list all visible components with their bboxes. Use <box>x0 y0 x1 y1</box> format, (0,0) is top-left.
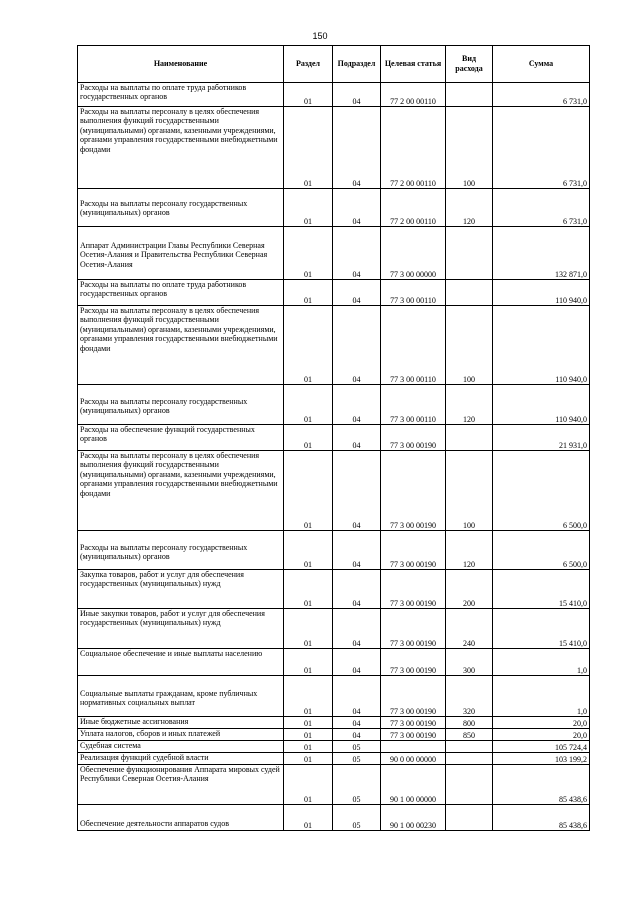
row-name: Расходы на выплаты персоналу в целях обеспечения выполнения функций государственными (муниципальными) органами, казенными учреждениями, органами управления государственными внебюджетными фондами <box>78 306 284 385</box>
row-type: 240 <box>446 609 493 649</box>
row-section: 01 <box>284 531 333 570</box>
row-section: 01 <box>284 729 333 741</box>
page-number: 150 <box>312 31 328 41</box>
row-type: 200 <box>446 570 493 609</box>
row-subsection: 04 <box>333 227 381 280</box>
row-subsection: 04 <box>333 729 381 741</box>
row-target: 77 2 00 00110 <box>381 107 446 189</box>
row-name: Аппарат Администрации Главы Республики Северная Осетия-Алания и Правительства Республики Северная Осетия-Алания <box>78 227 284 280</box>
row-amount: 105 724,4 <box>493 741 590 753</box>
row-subsection: 05 <box>333 765 381 805</box>
row-type: 120 <box>446 385 493 425</box>
row-target: 77 3 00 00110 <box>381 280 446 306</box>
row-target: 77 2 00 00110 <box>381 83 446 107</box>
row-amount: 1,0 <box>493 676 590 717</box>
row-name: Расходы на выплаты по оплате труда работников государственных органов <box>78 83 284 107</box>
row-type <box>446 425 493 451</box>
row-type <box>446 765 493 805</box>
row-subsection: 04 <box>333 649 381 676</box>
row-subsection: 04 <box>333 280 381 306</box>
row-subsection: 04 <box>333 570 381 609</box>
header-expense-type: Вид расхода <box>446 46 493 83</box>
row-amount: 132 871,0 <box>493 227 590 280</box>
row-subsection: 04 <box>333 385 381 425</box>
row-subsection: 04 <box>333 609 381 649</box>
row-amount: 110 940,0 <box>493 385 590 425</box>
row-type <box>446 805 493 831</box>
row-name: Судебная система <box>78 741 284 753</box>
row-target: 77 3 00 00190 <box>381 425 446 451</box>
table-row <box>78 189 590 227</box>
row-type <box>446 741 493 753</box>
row-target: 77 3 00 00110 <box>381 306 446 385</box>
table-header-row <box>78 46 590 83</box>
row-section: 01 <box>284 107 333 189</box>
row-section: 01 <box>284 189 333 227</box>
row-subsection: 05 <box>333 753 381 765</box>
table-row <box>78 531 590 570</box>
row-type: 850 <box>446 729 493 741</box>
row-name: Расходы на выплаты по оплате труда работников государственных органов <box>78 280 284 306</box>
row-target: 77 3 00 00190 <box>381 609 446 649</box>
row-name: Обеспечение функционирования Аппарата мировых судей Республики Северная Осетия-Алания <box>78 765 284 805</box>
row-section: 01 <box>284 717 333 729</box>
row-section: 01 <box>284 83 333 107</box>
row-subsection: 04 <box>333 83 381 107</box>
row-name: Социальное обеспечение и иные выплаты населению <box>78 649 284 676</box>
budget-table <box>77 45 590 831</box>
header-section: Раздел <box>284 46 333 83</box>
row-type <box>446 227 493 280</box>
row-amount: 6 731,0 <box>493 83 590 107</box>
row-subsection: 04 <box>333 189 381 227</box>
header-name: Наименование <box>78 46 284 83</box>
table-row <box>78 729 590 741</box>
row-target: 90 0 00 00000 <box>381 753 446 765</box>
row-name: Расходы на выплаты персоналу государственных (муниципальных) органов <box>78 531 284 570</box>
table-row <box>78 741 590 753</box>
row-amount: 6 731,0 <box>493 107 590 189</box>
row-name: Уплата налогов, сборов и иных платежей <box>78 729 284 741</box>
row-target: 90 1 00 00230 <box>381 805 446 831</box>
row-subsection: 05 <box>333 805 381 831</box>
row-name: Расходы на обеспечение функций государственных органов <box>78 425 284 451</box>
row-target: 77 3 00 00190 <box>381 531 446 570</box>
row-section: 01 <box>284 741 333 753</box>
row-amount: 85 438,6 <box>493 805 590 831</box>
row-name: Иные бюджетные ассигнования <box>78 717 284 729</box>
row-target: 77 3 00 00190 <box>381 570 446 609</box>
row-subsection: 04 <box>333 425 381 451</box>
row-section: 01 <box>284 753 333 765</box>
table-row <box>78 306 590 385</box>
table-row <box>78 649 590 676</box>
row-subsection: 04 <box>333 531 381 570</box>
row-type: 100 <box>446 451 493 531</box>
table-row <box>78 83 590 107</box>
table-row <box>78 451 590 531</box>
row-name: Иные закупки товаров, работ и услуг для обеспечения государственных (муниципальных) нужд <box>78 609 284 649</box>
row-target: 90 1 00 00000 <box>381 765 446 805</box>
row-section: 01 <box>284 676 333 717</box>
row-type <box>446 83 493 107</box>
row-target: 77 2 00 00110 <box>381 189 446 227</box>
row-amount: 6 500,0 <box>493 451 590 531</box>
row-type: 100 <box>446 306 493 385</box>
row-section: 01 <box>284 425 333 451</box>
table-row <box>78 280 590 306</box>
row-amount: 6 731,0 <box>493 189 590 227</box>
row-name: Социальные выплаты гражданам, кроме публичных нормативных социальных выплат <box>78 676 284 717</box>
row-target: 77 3 00 00190 <box>381 451 446 531</box>
row-section: 01 <box>284 280 333 306</box>
table-row <box>78 227 590 280</box>
row-amount: 21 931,0 <box>493 425 590 451</box>
row-type: 120 <box>446 531 493 570</box>
row-subsection: 04 <box>333 107 381 189</box>
row-subsection: 04 <box>333 306 381 385</box>
row-amount: 20,0 <box>493 717 590 729</box>
row-section: 01 <box>284 765 333 805</box>
header-amount: Сумма <box>493 46 590 83</box>
row-name: Расходы на выплаты персоналу государственных (муниципальных) органов <box>78 385 284 425</box>
row-amount: 20,0 <box>493 729 590 741</box>
row-name: Расходы на выплаты персоналу в целях обеспечения выполнения функций государственными (муниципальными) органами, казенными учреждениями, органами управления государственными внебюджетными фондами <box>78 451 284 531</box>
row-target: 77 3 00 00190 <box>381 649 446 676</box>
table-row <box>78 385 590 425</box>
table-row <box>78 717 590 729</box>
header-subsection: Подраздел <box>333 46 381 83</box>
row-subsection: 04 <box>333 451 381 531</box>
row-type: 300 <box>446 649 493 676</box>
row-section: 01 <box>284 385 333 425</box>
row-target: 77 3 00 00110 <box>381 385 446 425</box>
row-section: 01 <box>284 227 333 280</box>
row-subsection: 04 <box>333 717 381 729</box>
row-subsection: 04 <box>333 676 381 717</box>
row-target: 77 3 00 00190 <box>381 717 446 729</box>
row-name: Расходы на выплаты персоналу в целях обеспечения выполнения функций государственными (муниципальными) органами, казенными учреждениями, органами управления государственными внебюджетными фондами <box>78 107 284 189</box>
row-section: 01 <box>284 649 333 676</box>
row-amount: 1,0 <box>493 649 590 676</box>
row-amount: 110 940,0 <box>493 280 590 306</box>
row-type: 100 <box>446 107 493 189</box>
row-amount: 6 500,0 <box>493 531 590 570</box>
row-section: 01 <box>284 609 333 649</box>
header-target-item: Целевая статья <box>381 46 446 83</box>
table-row <box>78 805 590 831</box>
row-section: 01 <box>284 306 333 385</box>
table-row <box>78 570 590 609</box>
row-section: 01 <box>284 451 333 531</box>
row-amount: 85 438,6 <box>493 765 590 805</box>
table-row <box>78 107 590 189</box>
row-section: 01 <box>284 570 333 609</box>
row-type <box>446 753 493 765</box>
row-target: 77 3 00 00000 <box>381 227 446 280</box>
row-amount: 110 940,0 <box>493 306 590 385</box>
row-target <box>381 741 446 753</box>
row-section: 01 <box>284 805 333 831</box>
row-type <box>446 280 493 306</box>
row-subsection: 05 <box>333 741 381 753</box>
row-name: Реализация функций судебной власти <box>78 753 284 765</box>
table-row <box>78 765 590 805</box>
row-target: 77 3 00 00190 <box>381 729 446 741</box>
row-name: Расходы на выплаты персоналу государственных (муниципальных) органов <box>78 189 284 227</box>
row-amount: 103 199,2 <box>493 753 590 765</box>
row-type: 120 <box>446 189 493 227</box>
row-amount: 15 410,0 <box>493 609 590 649</box>
table-row <box>78 753 590 765</box>
table-row <box>78 425 590 451</box>
table-row <box>78 676 590 717</box>
row-target: 77 3 00 00190 <box>381 676 446 717</box>
row-name: Обеспечение деятельности аппаратов судов <box>78 805 284 831</box>
row-type: 320 <box>446 676 493 717</box>
table-row <box>78 609 590 649</box>
row-type: 800 <box>446 717 493 729</box>
row-name: Закупка товаров, работ и услуг для обеспечения государственных (муниципальных) нужд <box>78 570 284 609</box>
row-amount: 15 410,0 <box>493 570 590 609</box>
